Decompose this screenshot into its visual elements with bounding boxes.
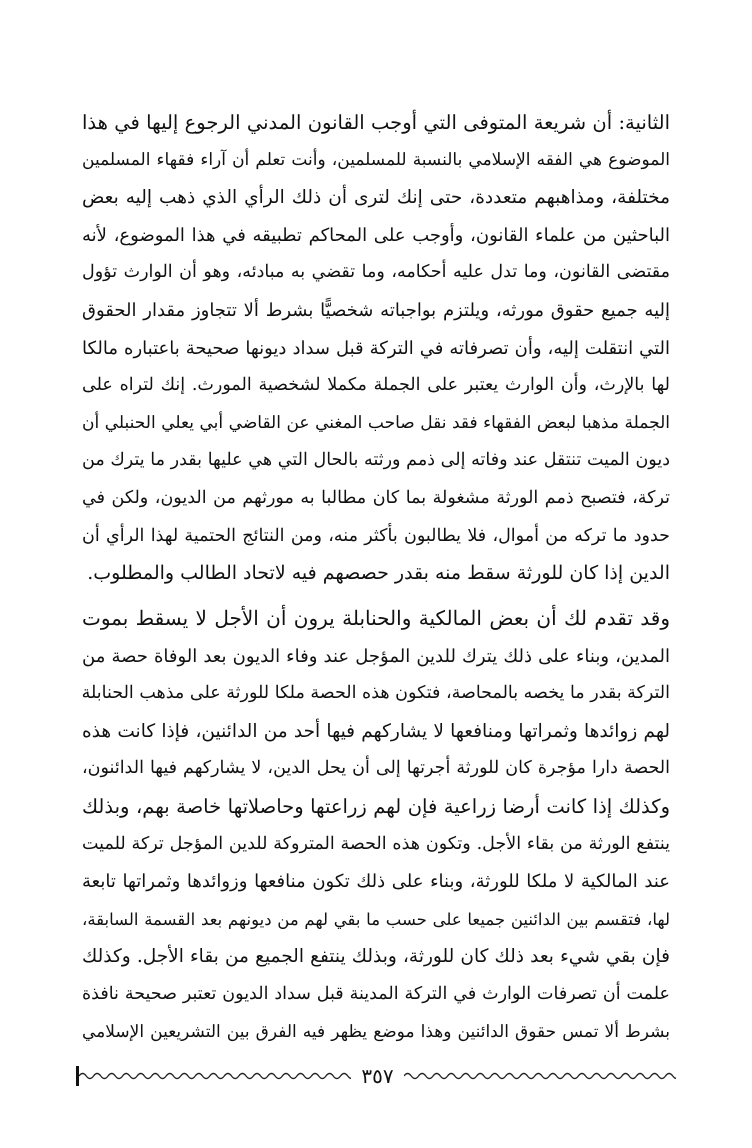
page-footer [76, 1064, 676, 1088]
text-line: مختلفة، ومذاهبهم متعددة، حتى إنك لترى أن ذلك الرأي الذي ذهب إليه بعض [82, 187, 670, 209]
text-line: الباحثين من علماء القانون، وأوجب على المحاكم تطبيقه في هذا الموضوع، لأنه [82, 224, 670, 246]
text-line: الدين إذا كان للورثة سقط منه بقدر حصصهم فيه لاتحاد الطالب والمطلوب. [87, 562, 670, 585]
text-line: إليه جميع حقوق مورثه، ويلتزم بواجباته شخصيًّا بشرط ألا تتجاوز مقدار الحقوق [82, 299, 670, 321]
text-line: حدود ما تركه من أموال، فلا يطالبون بأكثر منه، ومن النتائج الحتمية لهذا الرأي أن [82, 525, 670, 546]
text-line: لها، فتقسم بين الدائنين جميعا على حسب ما بقي لهم من ديونهم بعد القسمة السابقة، [82, 909, 670, 929]
text-line: تركة، فتصبح ذمم الورثة مشغولة بما كان مطالبا به مورثهم من الديون، ولكن في [82, 487, 670, 508]
text-line: عند المالكية لا ملكا للورثة، وبناء على ذلك تكون منافعها وزوائدها وثمراتها تابعة [82, 871, 670, 893]
text-line: بشرط ألا تمس حقوق الدائنين وهذا موضع يظهر فيه الفرق بين التشريعين الإسلامي [82, 1021, 670, 1042]
text-line: الموضوع هي الفقه الإسلامي بالنسبة للمسلمين، وأنت تعلم أن آراء فقهاء المسلمين [82, 149, 670, 170]
paragraph-2 [82, 600, 670, 1051]
text-line: وكذلك إذا كانت أرضا زراعية فإن لهم زراعتها وحاصلاتها خاصة بهم، وبذلك [82, 794, 670, 818]
text-line: فإن بقي شيء بعد ذلك كان للورثة، وبذلك ينتفع الجميع من بقاء الأجل. وكذلك [82, 946, 670, 968]
text-line: مقتضى القانون، وما تدل عليه أحكامه، وما تقضي به مبادئه، وهو أن الوارث تؤول [82, 262, 670, 283]
text-line: المدين، وبناء على ذلك يترك للدين المؤجل عند وفاء الديون بعد الوفاة حصة من [82, 645, 670, 667]
text-line: ينتفع الورثة من بقاء الأجل. وتكون هذه الحصة المتروكة للدين المؤجل تركة للميت [82, 833, 670, 854]
footer-wave-left [79, 1069, 351, 1083]
text-line: لهم زوائدها وثمراتها ومنافعها لا يشاركهم فيها أحد من الدائنين، فإذا كانت هذه [82, 720, 670, 742]
text-line: ديون الميت تنتقل عند وفاته إلى ذمم ورثته بالحال التي هي عليها بقدر ما يترك من [82, 450, 670, 471]
text-line: الحصة دارا مؤجرة كان للورثة أجرتها إلى أن يحل الدين، لا يشاركهم فيها الدائنون، [82, 758, 670, 779]
text-line: وقد تقدم لك أن بعض المالكية والحنابلة يرون أن الأجل لا يسقط بموت [82, 606, 670, 630]
page-number: ٣٥٧ [361, 1064, 394, 1088]
text-line: علمت أن تصرفات الوارث في التركة المدينة قبل سداد الديون تعتبر صحيحة نافذة [82, 983, 670, 1004]
text-line: الثانية: أن شريعة المتوفى التي أوجب القانون المدني الرجوع إليها في هذا [82, 111, 670, 134]
text-line: التركة بقدر ما يخصه بالمحاصة، فتكون هذه الحصة ملكا للورثة على مذهب الحنابلة [82, 683, 670, 704]
text-line: الجملة مذهبا لبعض الفقهاء فقد نقل صاحب المغني عن القاضي أبي يعلي الحنبلي أن [82, 412, 670, 433]
footer-wave-right [404, 1069, 676, 1083]
paragraph-1 [82, 104, 670, 593]
text-line: التي انتقلت إليه، وأن تصرفاته في التركة قبل سداد ديونها صحيحة باعتباره مالكا [82, 337, 670, 359]
text-line: لها بالإرث، وأن الوارث يعتبر على الجملة مكملا لشخصية المورث. إنك لتراه على [82, 375, 670, 396]
